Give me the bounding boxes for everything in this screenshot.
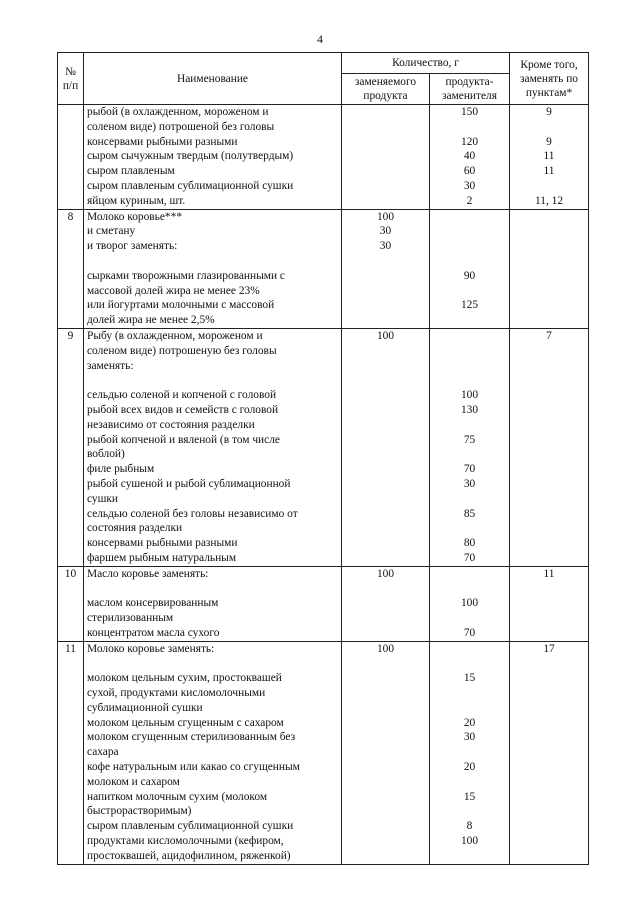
extra-points: 9 [546,135,552,148]
extra-points [513,224,585,239]
product-name: сельдью соленой без головы независимо от [87,507,298,520]
substitute-amount [433,313,506,328]
product-name [87,582,338,597]
replaced-amount [345,359,426,374]
extra-points [513,686,585,701]
extra-points-cell [510,105,589,210]
product-name: молоком и сахаром [87,775,180,788]
replaced-amount: 100 [376,210,395,223]
substitute-amount: 60 [463,165,476,178]
product-name: сыром плавленым сублимационной сушки [87,820,294,833]
product-name: массовой долей жира не менее 23% [87,284,260,297]
product-name: молоком цельным сухим, простоквашей [87,672,282,685]
extra-points [513,716,585,731]
extra-points-cell [510,641,589,864]
product-name: рыбой всех видов и семейств с головой [87,403,279,416]
extra-points [513,536,585,551]
extra-points [513,611,585,626]
substitute-amount-cell [430,641,510,864]
product-name: сахара [87,746,119,759]
substitute-amount: 40 [463,150,476,163]
substitute-amount: 100 [460,597,479,610]
product-name-cell [84,105,342,210]
replaced-amount [345,418,426,433]
replaced-amount [345,671,426,686]
replaced-amount [345,447,426,462]
substitute-amount [433,686,506,701]
substitute-amount-cell [430,105,510,210]
extra-points [513,775,585,790]
replaced-amount [345,582,426,597]
product-name: и сметану [87,225,136,238]
replaced-amount [345,656,426,671]
extra-points [513,359,585,374]
product-name [87,254,338,269]
header-num: № п/п [58,53,84,105]
product-name: сыром плавленым сублимационной сушки [87,179,294,192]
product-name: простоквашей, ацидофилином, ряженкой) [87,849,291,862]
table-row [58,209,589,328]
page-number: 4 [317,32,323,46]
replaced-amount [345,433,426,448]
replaced-amount [345,105,426,120]
replaced-amount [345,686,426,701]
replaced-amount-cell [342,566,430,641]
product-name: или йогуртами молочными с массовой [87,299,275,312]
product-name: соленом виде) потрошеную без головы [87,344,277,357]
substitute-amount: 100 [460,389,479,402]
replaced-amount-cell [342,209,430,328]
product-name: сыром плавленым [87,165,175,178]
extra-points-cell [510,209,589,328]
product-name: сельдью соленой и копченой с головой [87,389,277,402]
table-row [58,566,589,641]
table-body [58,105,589,865]
product-name: и творог заменять: [87,240,178,253]
extra-points [513,626,585,641]
substitute-amount [433,284,506,299]
extra-points: 17 [543,642,555,655]
extra-points [513,492,585,507]
product-name-cell [84,209,342,328]
substitute-amount: 125 [460,299,479,312]
product-name: концентратом масла сухого [87,626,220,639]
replaced-amount-cell [342,641,430,864]
substitute-amount [433,418,506,433]
product-name [87,373,338,388]
extra-points [513,551,585,566]
replaced-amount [345,269,426,284]
substitute-amount [433,224,506,239]
substitute-amount: 130 [460,403,479,416]
extra-points [513,834,585,849]
replaced-amount [345,626,426,641]
substitute-amount [433,567,506,582]
replaced-amount [345,536,426,551]
product-name: быстрорастворимым) [87,805,192,818]
substitute-amount [433,344,506,359]
row-number: 11 [58,641,84,864]
product-name: Масло коровье заменять: [87,567,209,580]
extra-points: 11 [543,567,555,580]
replaced-amount [345,403,426,418]
extra-points [513,239,585,254]
replaced-amount: 30 [379,225,392,238]
row-number [58,105,84,210]
row-number: 9 [58,328,84,566]
product-name: продуктами кисломолочными (кефиром, [87,835,284,848]
replaced-amount [345,834,426,849]
substitute-amount: 120 [460,135,479,148]
substitute-amount: 80 [463,537,476,550]
replaced-amount-cell [342,105,430,210]
substitute-amount [433,521,506,536]
extra-points [513,671,585,686]
replaced-amount [345,790,426,805]
substitute-amount [433,359,506,374]
replaced-amount [345,819,426,834]
substitute-amount [433,254,506,269]
substitute-amount: 100 [460,835,479,848]
product-name: стерилизованным [87,612,174,625]
product-name: Молоко коровье*** [87,210,183,223]
replaced-amount [345,164,426,179]
product-name: сухой, продуктами кисломолочными [87,687,266,700]
header-substitute: продукта-заменителя [430,74,510,105]
extra-points [513,596,585,611]
replaced-amount [345,849,426,864]
product-name: рыбой сушеной и рыбой сублимационной [87,477,291,490]
table-row [58,105,589,210]
extra-points [513,254,585,269]
product-name: молоком сгущенным стерилизованным без [87,731,296,744]
replaced-amount [345,373,426,388]
extra-points [513,313,585,328]
replaced-amount [345,551,426,566]
extra-points [513,477,585,492]
replaced-amount [345,194,426,209]
substitute-amount [433,373,506,388]
extra-points [513,269,585,284]
replaced-amount: 30 [379,240,392,253]
product-name: Молоко коровье заменять: [87,642,215,655]
header-extra: Кроме того, заменять по пунктам* [510,53,589,105]
substitute-amount [433,775,506,790]
product-name [87,656,338,671]
product-name: состояния разделки [87,522,183,535]
extra-points [513,521,585,536]
replaced-amount [345,298,426,313]
extra-points [513,388,585,403]
product-name: фаршем рыбным натуральным [87,551,237,564]
replaced-amount [345,313,426,328]
extra-points [513,373,585,388]
replaced-amount [345,507,426,522]
substitute-amount: 2 [466,194,473,207]
substitute-amount: 20 [463,716,476,729]
substitute-amount [433,239,506,254]
replaced-amount [345,135,426,150]
replaced-amount [345,611,426,626]
replaced-amount [345,716,426,731]
extra-points [513,760,585,775]
extra-points [513,745,585,760]
replaced-amount: 100 [376,329,395,342]
replaced-amount: 100 [376,642,395,655]
substitute-amount: 15 [463,790,476,803]
replaced-amount [345,149,426,164]
replaced-amount [345,521,426,536]
product-name: рыбой (в охлажденном, мороженом и [87,106,269,118]
extra-points [513,849,585,864]
extra-points [513,344,585,359]
table-row [58,641,589,864]
replaced-amount [345,730,426,745]
substitute-amount-cell [430,566,510,641]
replaced-amount [345,120,426,135]
product-name: рыбой копченой и вяленой (в том числе [87,433,280,446]
row-number: 8 [58,209,84,328]
extra-points [513,804,585,819]
replaced-amount [345,760,426,775]
product-name: маслом консервированным [87,597,219,610]
replaced-amount: 100 [376,567,395,580]
substitute-amount [433,329,506,344]
replaced-amount [345,254,426,269]
extra-points [513,284,585,299]
extra-points [513,403,585,418]
substitute-amount: 30 [463,477,476,490]
product-name-cell [84,328,342,566]
replaced-amount [345,701,426,716]
product-name: филе рыбным [87,463,155,476]
extra-points-cell [510,566,589,641]
product-name: сушки [87,492,119,505]
substitute-amount: 30 [463,731,476,744]
substitute-amount [433,492,506,507]
row-number: 10 [58,566,84,641]
replaced-amount [345,492,426,507]
extra-points: 7 [546,329,552,342]
replaced-amount [345,477,426,492]
substitution-table [57,52,589,865]
replaced-amount [345,804,426,819]
extra-points [513,210,585,225]
substitute-amount [433,447,506,462]
product-name: консервами рыбными разными [87,537,238,550]
extra-points [513,701,585,716]
substitute-amount-cell [430,328,510,566]
product-name: яйцом куриным, шт. [87,194,186,207]
product-name: воблой) [87,448,125,461]
product-name: молоком цельным сгущенным с сахаром [87,716,284,729]
product-name: соленом виде) потрошеной без головы [87,120,275,133]
substitute-amount [433,656,506,671]
extra-points: 11 [543,165,555,178]
substitute-amount [433,642,506,657]
extra-points [513,507,585,522]
substitute-amount [433,611,506,626]
replaced-amount [345,344,426,359]
substitute-amount [433,804,506,819]
replaced-amount [345,179,426,194]
substitute-amount [433,849,506,864]
substitute-amount: 70 [463,551,476,564]
substitute-amount: 85 [463,507,476,520]
product-name: заменять: [87,359,134,372]
header-quantity: Количество, г [342,53,510,74]
substitute-amount: 30 [463,179,476,192]
substitute-amount [433,210,506,225]
extra-points: 9 [546,106,552,118]
extra-points [513,179,585,194]
product-name: Рыбу (в охлажденном, мороженом и [87,329,263,342]
substitute-amount: 75 [463,433,476,446]
replaced-amount [345,284,426,299]
product-name: сырками творожными глазированными с [87,269,285,282]
extra-points [513,819,585,834]
substitute-amount [433,701,506,716]
product-name: сублимационной сушки [87,701,203,714]
extra-points [513,433,585,448]
substitute-amount [433,120,506,135]
extra-points [513,447,585,462]
header-name: Наименование [84,53,342,105]
extra-points [513,462,585,477]
substitute-amount: 70 [463,626,476,639]
product-name: консервами рыбными разными [87,135,238,148]
extra-points: 11, 12 [534,194,564,207]
extra-points [513,656,585,671]
header-replaced: заменяемого продукта [342,74,430,105]
product-name: кофе натуральным или какао со сгущенным [87,761,300,774]
replaced-amount [345,775,426,790]
replaced-amount [345,596,426,611]
replaced-amount [345,388,426,403]
product-name-cell [84,641,342,864]
extra-points [513,730,585,745]
replaced-amount-cell [342,328,430,566]
replaced-amount [345,462,426,477]
product-name: долей жира не менее 2,5% [87,314,215,327]
extra-points [513,120,585,135]
table-header [58,53,589,105]
substitute-amount: 8 [466,820,473,833]
substitute-amount: 90 [463,269,476,282]
extra-points [513,582,585,597]
substitute-amount: 15 [463,672,476,685]
substitute-amount [433,745,506,760]
table-row [58,328,589,566]
extra-points-cell [510,328,589,566]
product-name: независимо от состояния разделки [87,418,255,431]
substitute-amount: 70 [463,463,476,476]
extra-points [513,298,585,313]
product-name: напитком молочным сухим (молоком [87,790,268,803]
substitute-amount [433,582,506,597]
product-name: сыром сычужным твердым (полутвердым) [87,150,294,163]
substitute-amount-cell [430,209,510,328]
extra-points: 11 [543,150,555,163]
extra-points [513,418,585,433]
substitute-amount: 150 [460,106,479,118]
substitute-amount: 20 [463,761,476,774]
product-name-cell [84,566,342,641]
extra-points [513,790,585,805]
replaced-amount [345,745,426,760]
